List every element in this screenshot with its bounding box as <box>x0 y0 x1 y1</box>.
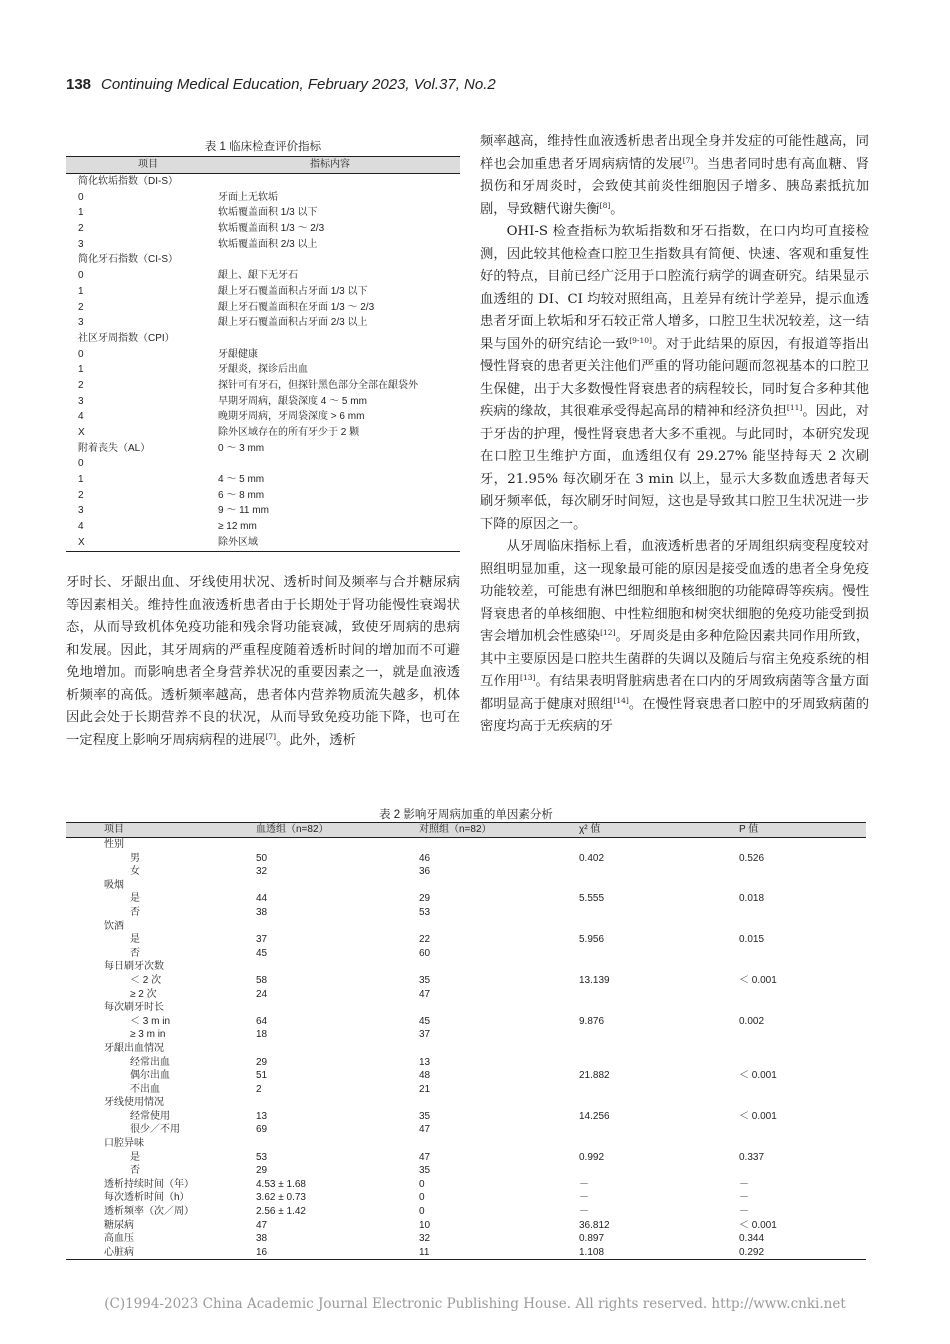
table-row <box>66 409 460 425</box>
table-row <box>66 441 460 457</box>
table-cell-p: ＜ 0.001 <box>739 974 777 986</box>
table-cell-p: － <box>739 1206 749 1218</box>
table-cell-item: 否 <box>130 1165 140 1177</box>
table-cell-chi <box>579 879 739 893</box>
table-cell-content <box>218 456 460 472</box>
table-cell-chi: 9.876 <box>579 1015 605 1027</box>
table-cell-chi <box>579 1096 739 1110</box>
table-cell-p: － <box>739 1192 749 1204</box>
table-cell-dialysis: 32 <box>256 866 268 878</box>
table-cell-content <box>218 174 460 190</box>
table1-header <box>66 157 460 174</box>
table-cell-item: ＜ 2 次 <box>130 974 162 986</box>
table-row <box>66 906 866 920</box>
table-cell-item: 2 <box>78 301 84 313</box>
table-cell-content: 早期牙周病，龈袋深度 4 ～ 5 mm <box>218 395 367 407</box>
table-cell-content: 9 ～ 11 mm <box>218 505 269 517</box>
paragraph: 从牙周临床指标上看，血液透析患者的牙周组织病变程度较对照组明显加重，这一现象最可能的原因是接受血透的患者全身免疫功能较差，可能患有淋巴细胞和单核细胞的功能障碍等疾病。慢性肾衰患者的单核细胞、中性粒细胞和树突状细胞的免疫功能受到损害会增加机会性感染[12]。牙周炎是由多种危险因素共同作用所致，其中主要原因是口腔共生菌群的失调以及随后与宿主免疫系统的相互作用[13]。有结果表明肾脏病患者在口内的牙周致病菌等含量方面都明显高于健康对照组[14]。在慢性肾衰患者口腔中的牙周致病菌的密度均高于无疾病的牙 <box>480 539 870 734</box>
table-cell-item: 否 <box>130 947 140 959</box>
table-cell-item: 简化软垢指数（DI-S） <box>78 176 178 187</box>
table-cell-chi: 21.882 <box>579 1070 610 1082</box>
table-cell-chi <box>579 1042 739 1056</box>
table-row <box>66 268 460 284</box>
table-cell-dialysis <box>256 920 419 934</box>
table-cell-dialysis: 44 <box>256 893 268 905</box>
table-cell-item: X <box>78 536 85 548</box>
table-cell-p <box>739 1001 866 1015</box>
table-cell-item: ＜ 3 m in <box>130 1015 171 1027</box>
table-cell-p: 0.018 <box>739 893 765 905</box>
table-cell-item: 是 <box>130 893 140 905</box>
table-cell-p <box>739 1164 866 1178</box>
table-row <box>66 378 460 394</box>
paragraph: 牙时长、牙龈出血、牙线使用状况、透析时间及频率与合并糖尿病等因素相关。维持性血液透析患者由于长期处于肾功能慢性衰竭状态，从而导致机体免疫功能和残余肾功能衰减，致使牙周病的患病和发展。因此，其牙周病的严重程度随着透析时间的增加而不可避免地增加。而影响患者全身营养状况的重要因素之一，就是血液透析频率的高低。透析频率越高，患者体内营养物质流失越多，机体因此会处于长期营养不良的状况，从而导致免疫功能下降，也可在一定程度上影响牙周病病程的进展[7]。此外，透析 <box>66 575 460 748</box>
table-cell-p <box>739 1028 866 1042</box>
table-cell-p <box>739 838 866 852</box>
table-cell-dialysis: 47 <box>256 1219 268 1231</box>
table-row <box>66 1164 866 1178</box>
table-cell-control: 45 <box>419 1015 431 1027</box>
table-row <box>66 1028 866 1042</box>
table-cell-control: 11 <box>419 1246 430 1258</box>
table-cell-dialysis: 2 <box>256 1083 262 1095</box>
table-cell-control: 0 <box>419 1192 425 1204</box>
table-cell-item: 口腔异味 <box>104 1138 144 1150</box>
table-cell-p: ＜ 0.001 <box>739 1070 777 1082</box>
table-cell-control: 37 <box>419 1029 431 1041</box>
table-cell-chi: 5.956 <box>579 934 605 946</box>
table-cell-content <box>218 252 460 268</box>
table-cell-dialysis: 58 <box>256 974 268 986</box>
table-cell-item: 心脏病 <box>104 1246 134 1258</box>
table2-body <box>66 838 866 1259</box>
table-cell-item: 每日刷牙次数 <box>104 961 164 973</box>
table1 <box>66 156 460 552</box>
table-row <box>66 1056 866 1070</box>
table-cell-item: 高血压 <box>104 1233 134 1245</box>
page-number: 138 <box>66 76 92 93</box>
table-cell-chi <box>579 906 739 920</box>
table-cell-dialysis: 3.62 ± 0.73 <box>256 1192 306 1204</box>
table-row <box>66 174 460 190</box>
table-cell-p: 0.526 <box>739 852 765 864</box>
table-cell-dialysis: 29 <box>256 1165 268 1177</box>
table-cell-item: 吸烟 <box>104 879 124 891</box>
paragraph: OHI-S 检查指标为软垢指数和牙石指数，在口内均可直接检测，因此较其他检查口腔卫生指数具有简便、快速、客观和重复性好的特点，目前已经广泛用于口腔流行病学的调查研究。结果显示血透组的 DI、CI 均较对照组高，且差异有统计学差异，提示血透患者牙面上软垢和牙石较正常人增多，口腔卫生状况较差，这一结果与国外的研究结论一致[9-10]。对于此结果的原因，有报道等指出慢性肾衰的患者更关注他们严重的肾功能问题而忽视基本的口腔卫生保健，出于大多数慢性肾衰患者的病程较长，同时复合多种其他疾病的缘故，其很难承受得起高昂的精神和经济负担[11]。因此，对于牙齿的护理，慢性肾衰患者大多不重视。与此同时，本研究发现在口腔卫生维护方面，血透组仅有 29.27% 能坚持每天 2 次刷牙，21.95% 每次刷牙在 3 min 以上，显示大多数血透患者每天刷牙频率低，每次刷牙时间短，这也是导致其口腔卫生状况进一步下降的原因之一。 <box>480 224 870 532</box>
table-cell-dialysis: 2.56 ± 1.42 <box>256 1206 306 1218</box>
table-cell-content: 软垢覆盖面积 1/3 以下 <box>218 207 318 219</box>
paragraph: 频率越高，维持性血液透析患者出现全身并发症的可能性越高，同样也会加重患者牙周病病情的发展[7]。当患者同时患有高血糖、肾损伤和牙周炎时，会致使其前炎性细胞因子增多、胰岛素抵抗加剧，导致糖代谢失衡[8]。 <box>480 134 870 217</box>
table-row <box>66 362 460 378</box>
table2-head-control: 对照组（n=82） <box>419 824 492 835</box>
table-row <box>66 1083 866 1097</box>
table-cell-content: 软垢覆盖面积 2/3 以上 <box>218 238 318 250</box>
table-cell-chi: 36.812 <box>579 1219 610 1231</box>
table-cell-dialysis: 4.53 ± 1.68 <box>256 1178 306 1190</box>
table-cell-dialysis: 18 <box>256 1029 268 1041</box>
table-row <box>66 1246 866 1260</box>
table-cell-control <box>419 1042 579 1056</box>
table-cell-item: 0 <box>78 458 84 470</box>
table-cell-control: 32 <box>419 1233 431 1245</box>
table-cell-control: 36 <box>419 866 431 878</box>
table-cell-item: 男 <box>130 852 140 864</box>
table-cell-chi: 14.256 <box>579 1110 610 1122</box>
table-cell-chi: 0.897 <box>579 1233 605 1245</box>
table-cell-control: 60 <box>419 947 431 959</box>
table-row <box>66 1069 866 1083</box>
table-cell-chi: － <box>579 1178 589 1190</box>
table-cell-control: 47 <box>419 1151 431 1163</box>
table-cell-dialysis: 29 <box>256 1056 268 1068</box>
table-cell-p <box>739 1042 866 1056</box>
table-cell-control <box>419 1137 579 1151</box>
table-cell-content: 4 ～ 5 mm <box>218 474 265 486</box>
table-cell-item: 2 <box>78 379 84 391</box>
table-cell-content: 除外区域 <box>218 536 258 548</box>
table-row <box>66 315 460 331</box>
table-cell-item: 牙线使用情况 <box>104 1097 164 1109</box>
table-cell-control: 29 <box>419 893 431 905</box>
table-cell-content: 龈上牙石覆盖面积占牙面 2/3 以上 <box>218 317 368 329</box>
table-cell-control: 35 <box>419 1110 431 1122</box>
table-cell-control: 22 <box>419 934 431 946</box>
table1-caption: 表 1 临床检查评价指标 <box>204 141 322 153</box>
table-cell-chi <box>579 1123 739 1137</box>
table-cell-item: 3 <box>78 505 84 517</box>
table-cell-p <box>739 1137 866 1151</box>
table-row <box>66 252 460 268</box>
table-cell-item: 很少／不用 <box>130 1124 180 1136</box>
table-cell-dialysis <box>256 879 419 893</box>
table-cell-item: 经常使用 <box>130 1110 170 1122</box>
table-cell-item: 0 <box>78 348 84 360</box>
table-row <box>66 1137 866 1151</box>
table-cell-p: 0.344 <box>739 1233 765 1245</box>
table-cell-p <box>739 988 866 1002</box>
table-cell-item: 是 <box>130 934 140 946</box>
table-cell-content: 除外区域存在的所有牙少于 2 颗 <box>218 427 360 438</box>
table-row <box>66 1001 866 1015</box>
table-cell-item: 1 <box>78 207 84 219</box>
table1-head-content: 指标内容 <box>310 159 350 170</box>
table-cell-chi <box>579 1164 739 1178</box>
table-cell-item: 饮酒 <box>104 920 124 932</box>
table-cell-item: 女 <box>130 866 140 878</box>
table-row <box>66 503 460 519</box>
table-cell-item: 牙龈出血情况 <box>104 1042 164 1054</box>
table-cell-dialysis: 38 <box>256 1233 268 1245</box>
table-row <box>66 1205 866 1219</box>
table-cell-p <box>739 947 866 961</box>
running-header <box>66 76 496 93</box>
table-cell-control: 35 <box>419 1165 431 1177</box>
table-cell-p <box>739 960 866 974</box>
table-cell-dialysis <box>256 838 419 852</box>
table-cell-item: 2 <box>78 223 84 235</box>
table-cell-chi <box>579 838 739 852</box>
table-cell-item: 1 <box>78 474 84 486</box>
table-row <box>66 300 460 316</box>
table-cell-chi <box>579 1083 739 1097</box>
table-cell-control: 47 <box>419 1124 431 1136</box>
table-row <box>66 920 866 934</box>
table-cell-item: ≥ 2 次 <box>130 988 157 1000</box>
table-cell-p <box>739 1123 866 1137</box>
table-cell-content: 牙龈炎，探诊后出血 <box>218 364 308 376</box>
table-cell-item: 否 <box>130 906 140 918</box>
table-cell-content: ≥ 12 mm <box>218 521 257 533</box>
table-cell-dialysis <box>256 1096 419 1110</box>
table-cell-control <box>419 1001 579 1015</box>
table-cell-control <box>419 920 579 934</box>
table-row <box>66 1123 866 1137</box>
table-cell-dialysis: 37 <box>256 934 268 946</box>
table-cell-content: 软垢覆盖面积 1/3 ～ 2/3 <box>218 223 325 235</box>
table-cell-content: 6 ～ 8 mm <box>218 489 265 501</box>
table-cell-p <box>739 1056 866 1070</box>
table-row <box>66 519 460 535</box>
table-cell-content: 牙龈健康 <box>218 348 258 360</box>
table-row <box>66 879 866 893</box>
table-cell-chi: － <box>579 1206 589 1218</box>
table-row <box>66 456 460 472</box>
table-cell-item: 社区牙周指数（CPI） <box>78 332 175 344</box>
table-row <box>66 535 460 551</box>
table-cell-content: 0 ～ 3 mm <box>218 442 265 454</box>
table2-head-p: P 值 <box>739 824 759 835</box>
table-row <box>66 838 866 852</box>
table-cell-content: 牙面上无软垢 <box>218 191 278 203</box>
table-row <box>66 472 460 488</box>
table-row <box>66 1178 866 1192</box>
table-cell-chi <box>579 1001 739 1015</box>
table-cell-control: 10 <box>419 1219 431 1231</box>
journal-citation: Continuing Medical Education, February 2023, Vol.37, No.2 <box>101 76 496 93</box>
table-cell-item: 3 <box>78 317 84 329</box>
table-cell-item: 是 <box>130 1151 140 1163</box>
table2-head-dialysis: 血透组（n=82） <box>256 824 329 835</box>
table-cell-chi <box>579 1028 739 1042</box>
table-cell-dialysis: 38 <box>256 906 268 918</box>
table-cell-item: 1 <box>78 285 84 297</box>
table-cell-item: 3 <box>78 395 84 407</box>
table-cell-dialysis <box>256 1001 419 1015</box>
table-row <box>66 331 460 347</box>
table-row <box>66 865 866 879</box>
table-cell-chi: 0.992 <box>579 1151 605 1163</box>
table-row <box>66 1096 866 1110</box>
table-cell-dialysis: 64 <box>256 1015 268 1027</box>
table-cell-item: 透析持续时间（年） <box>104 1178 194 1190</box>
table-cell-control: 21 <box>419 1083 431 1095</box>
table-row <box>66 1042 866 1056</box>
table-cell-content <box>218 331 460 347</box>
table-cell-item: 透析频率（次／周） <box>104 1206 194 1218</box>
table-cell-item: 2 <box>78 489 84 501</box>
table-cell-p: 0.292 <box>739 1246 765 1258</box>
table-cell-dialysis: 51 <box>256 1070 268 1082</box>
table-cell-chi <box>579 1137 739 1151</box>
table2-header <box>66 823 866 838</box>
table-cell-item: 0 <box>78 270 84 282</box>
table-row <box>66 205 460 221</box>
table-cell-chi: 13.139 <box>579 974 610 986</box>
table-cell-control: 0 <box>419 1206 425 1218</box>
table-row <box>66 284 460 300</box>
table-cell-p <box>739 1096 866 1110</box>
table-cell-content: 龈上、龈下无牙石 <box>218 270 298 282</box>
table-cell-control: 13 <box>419 1056 431 1068</box>
table-cell-p: － <box>739 1178 749 1190</box>
table-row <box>66 1015 866 1029</box>
table-cell-p: ＜ 0.001 <box>739 1219 777 1231</box>
table-cell-control: 48 <box>419 1070 431 1082</box>
table-cell-chi <box>579 960 739 974</box>
table-cell-p: ＜ 0.001 <box>739 1110 777 1122</box>
table-cell-chi <box>579 988 739 1002</box>
table-cell-chi: － <box>579 1192 589 1204</box>
table2-head-item: 项目 <box>104 824 124 835</box>
table-cell-dialysis: 16 <box>256 1246 268 1258</box>
table-cell-control <box>419 960 579 974</box>
table-cell-chi: 0.402 <box>579 852 605 864</box>
table2 <box>66 822 866 1260</box>
table-row <box>66 425 460 441</box>
table-cell-dialysis: 13 <box>256 1110 268 1122</box>
table-cell-control: 47 <box>419 988 431 1000</box>
table2-caption: 表 2 影响牙周病加重的单因素分析 <box>379 809 553 821</box>
table-cell-dialysis: 69 <box>256 1124 268 1136</box>
table-cell-item: 简化牙石指数（CI-S） <box>78 254 178 266</box>
table-cell-p: 0.002 <box>739 1015 765 1027</box>
table-cell-p <box>739 920 866 934</box>
table-cell-control: 0 <box>419 1178 425 1190</box>
table-cell-p <box>739 865 866 879</box>
table-cell-dialysis: 50 <box>256 852 268 864</box>
table-cell-item: 0 <box>78 191 84 203</box>
table-cell-item: 每次透析时间（h） <box>104 1192 190 1204</box>
table-cell-control <box>419 838 579 852</box>
table-cell-control: 46 <box>419 852 431 864</box>
table-cell-item: 糖尿病 <box>104 1219 134 1231</box>
table-row <box>66 347 460 363</box>
table-row <box>66 237 460 253</box>
table-cell-chi: 5.555 <box>579 893 605 905</box>
table-cell-control <box>419 1096 579 1110</box>
table-cell-content: 龈上牙石覆盖面积在牙面 1/3 ～ 2/3 <box>218 301 375 313</box>
table-cell-chi <box>579 865 739 879</box>
table-row <box>66 852 866 866</box>
table-cell-item: X <box>78 427 85 438</box>
table-cell-chi: 1.108 <box>579 1246 605 1258</box>
table-cell-dialysis: 24 <box>256 988 268 1000</box>
table-cell-item: 1 <box>78 364 84 376</box>
table-row <box>66 394 460 410</box>
table-cell-control: 35 <box>419 974 431 986</box>
table-cell-item: 偶尔出血 <box>130 1070 170 1082</box>
table-row <box>66 1151 866 1165</box>
table-row <box>66 960 866 974</box>
table-cell-p <box>739 906 866 920</box>
table-cell-dialysis: 45 <box>256 947 268 959</box>
table-cell-p: 0.337 <box>739 1151 765 1163</box>
table-row <box>66 933 866 947</box>
table-row <box>66 1232 866 1246</box>
table-cell-item: 3 <box>78 238 84 250</box>
table-row <box>66 974 866 988</box>
table-cell-item: 不出血 <box>130 1083 160 1095</box>
table-cell-item: ≥ 3 m in <box>130 1029 166 1041</box>
table-row <box>66 221 460 237</box>
table2-head-chi: χ² 值 <box>579 824 601 835</box>
table-cell-item: 4 <box>78 411 84 423</box>
table-cell-chi <box>579 1056 739 1070</box>
table-row <box>66 190 460 206</box>
table-row <box>66 1110 866 1124</box>
table-row <box>66 892 866 906</box>
table-cell-p <box>739 1083 866 1097</box>
table-cell-item: 每次刷牙时长 <box>104 1002 164 1014</box>
right-column-text <box>480 131 869 739</box>
table-cell-p: 0.015 <box>739 934 765 946</box>
table-cell-dialysis <box>256 1042 419 1056</box>
table-row <box>66 947 866 961</box>
table-cell-item: 经常出血 <box>130 1056 170 1068</box>
table-cell-item: 4 <box>78 521 84 533</box>
table-cell-chi <box>579 947 739 961</box>
table-cell-p <box>739 879 866 893</box>
table-cell-dialysis: 53 <box>256 1151 268 1163</box>
table-row <box>66 988 866 1002</box>
table-cell-item: 附着丧失（AL） <box>78 442 151 454</box>
table-cell-control: 53 <box>419 906 431 918</box>
table-cell-dialysis <box>256 960 419 974</box>
table1-body <box>66 174 460 551</box>
table-cell-content: 晚期牙周病，牙周袋深度 > 6 mm <box>218 411 365 423</box>
copyright-footer: (C)1994-2023 China Academic Journal Electronic Publishing House. All rights reserved. http://www.cnki.net <box>104 1296 846 1312</box>
table-row <box>66 488 460 504</box>
table-cell-dialysis <box>256 1137 419 1151</box>
table-row <box>66 1191 866 1205</box>
table-cell-item: 性别 <box>104 839 124 850</box>
table-cell-content: 龈上牙石覆盖面积占牙面 1/3 以下 <box>218 285 368 297</box>
table-row <box>66 1219 866 1233</box>
table-cell-control <box>419 879 579 893</box>
table-cell-content: 探针可有牙石，但探针黑色部分全部在龈袋外 <box>218 379 418 391</box>
table-cell-chi <box>579 920 739 934</box>
left-column-text <box>66 572 460 752</box>
table1-head-item: 项目 <box>138 159 158 170</box>
